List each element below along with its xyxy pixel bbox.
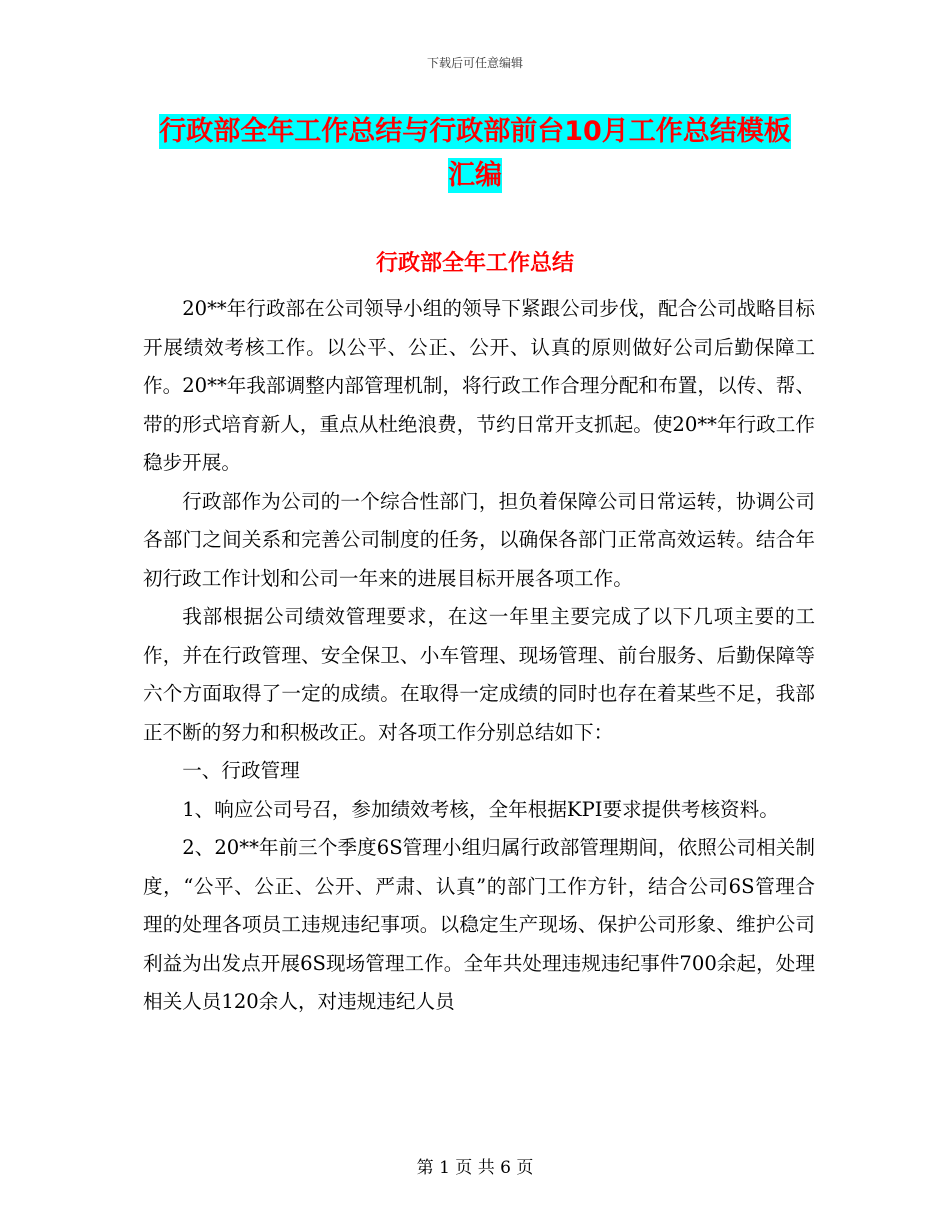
paragraph: 20**年行政部在公司领导小组的领导下紧跟公司步伐，配合公司战略目标开展绩效考核工作。以公平、公正、公开、认真的原则做好公司后勤保障工作。20**年我部调整内部管理机制，将行政工作合理分配和布置，以传、帮、带的形式培育新人，重点从杜绝浪费，节约日常开支抓起。使20**年行政工作稳步开展。 <box>143 297 815 474</box>
paragraph: 2、20**年前三个季度6S管理小组归属行政部管理期间，依照公司相关制度，“公平、公正、公开、严肃、认真”的部门工作方针，结合公司6S管理合理的处理各项员工违规违纪事项。以稳定生产现场、保护公司形象、维护公司利益为出发点开展6S现场管理工作。全年共处理违规违纪事件700余起，处理相关人员120余人，对违规违纪人员 <box>143 836 815 1013</box>
section-title: 行政部全年工作总结 <box>375 251 574 276</box>
paragraph-heading: 一、行政管理 <box>182 759 300 782</box>
header-note: 下载后可任意编辑 <box>426 56 523 70</box>
document-title-line-1: 行政部全年工作总结与行政部前台10月工作总结模板 <box>159 116 791 147</box>
page-footer: 第 1 页 共 6 页 <box>416 1158 534 1178</box>
document-body <box>143 290 815 1022</box>
paragraph: 行政部作为公司的一个综合性部门，担负着保障公司日常运转，协调公司各部门之间关系和完善公司制度的任务，以确保各部门正常高效运转。结合年初行政工作计划和公司一年来的进展目标开展各项工作。 <box>143 489 815 590</box>
paragraph: 1、响应公司号召，参加绩效考核，全年根据KPI要求提供考核资料。 <box>182 797 779 821</box>
document-title <box>0 110 950 198</box>
document-title-line-2: 汇编 <box>448 160 502 191</box>
paragraph: 我部根据公司绩效管理要求，在这一年里主要完成了以下几项主要的工作，并在行政管理、安全保卫、小车管理、现场管理、前台服务、后勤保障等六个方面取得了一定的成绩。在取得一定成绩的同时也存在着某些不足，我部正不断的努力和积极改正。对各项工作分别总结如下： <box>143 605 815 744</box>
